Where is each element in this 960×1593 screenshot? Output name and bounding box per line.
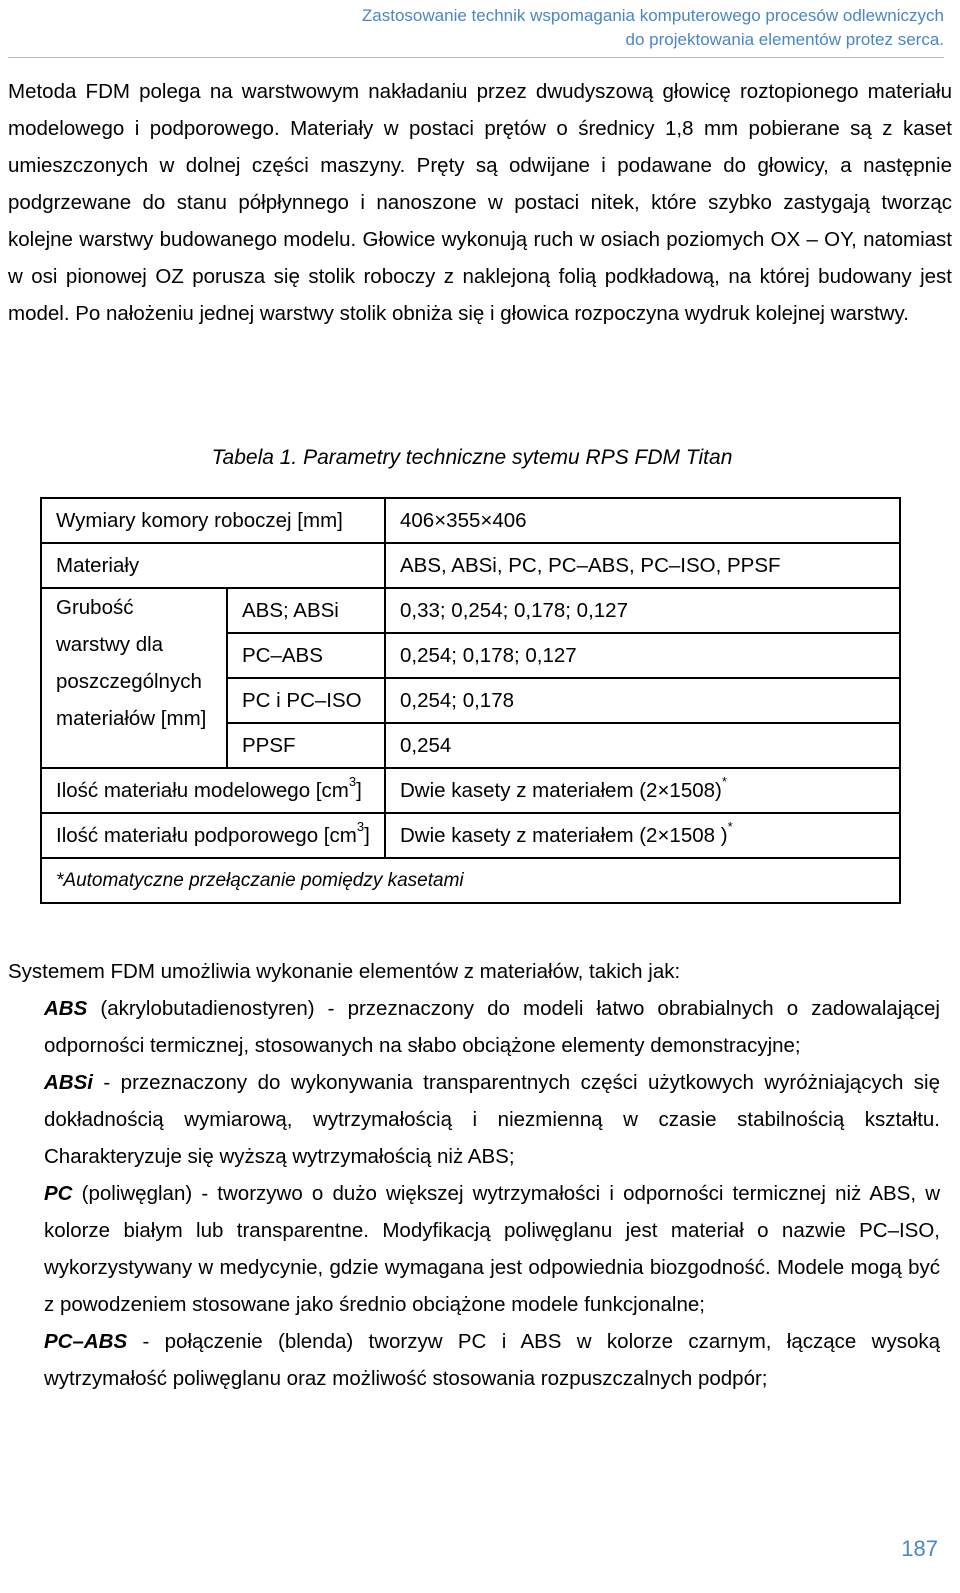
table-cell: PC–ABS — [227, 633, 385, 678]
table-cell: 0,33; 0,254; 0,178; 0,127 — [385, 588, 900, 633]
value-text: Dwie kasety z materiałem (2×1508 ) — [400, 823, 728, 847]
label-text: ] — [364, 823, 370, 847]
running-header-line2: do projektowania elementów protez serca. — [625, 30, 944, 49]
material-name: PC–ABS — [44, 1330, 128, 1353]
header-divider — [8, 57, 944, 58]
table-cell: PC i PC–ISO — [227, 678, 385, 723]
label-text: Ilość materiału modelowego [cm — [56, 778, 349, 802]
table-cell: Wymiary komory roboczej [mm] — [41, 498, 385, 543]
page-number: 187 — [901, 1536, 938, 1561]
running-header — [230, 4, 944, 52]
label-text: Ilość materiału podporowego [cm — [56, 823, 357, 847]
table-row — [41, 768, 900, 813]
table-cell-thickness-label: Grubość warstwy dla poszczególnych materiałów [mm] — [41, 588, 227, 768]
asterisk: * — [721, 773, 727, 789]
table-row — [41, 543, 900, 588]
materials-section — [8, 953, 940, 1397]
intro-paragraph: Metoda FDM polega na warstwowym nakładaniu przez dwudyszową głowicę roztopionego materiału modelowego i podporowego. Materiały w postaci prętów o średnicy 1,8 mm pobierane są z kaset umieszczonych w dolnej części maszyny. Pręty są odwijane i podawane do głowicy, a następnie podgrzewane do stanu półpłynnego i nanoszone w postaci nitek, które szybko zastygają tworząc kolejne warstwy budowanego modelu. Głowice wykonują ruch w osiach poziomych OX – OY, natomiast w osi pionowej OZ porusza się stolik roboczy z naklejoną folią podkładową, na której budowany jest model. Po nałożeniu jednej warstwy stolik obniża się i głowica rozpoczyna wydruk kolejnej warstwy. — [8, 80, 952, 325]
list-item — [44, 1064, 940, 1175]
list-item — [44, 1175, 940, 1323]
asterisk: * — [727, 818, 733, 834]
material-description: (akrylobutadienostyren) - przeznaczony do modeli łatwo obrabialnych o zadowalającej odporności termicznej, stosowanych na słabo obciążone elementy demonstracyjne; — [44, 997, 940, 1057]
value-text: Dwie kasety z materiałem (2×1508) — [400, 778, 722, 802]
material-name: ABSi — [44, 1071, 93, 1094]
list-item — [44, 990, 940, 1064]
table-cell — [41, 813, 385, 858]
list-item — [44, 1323, 940, 1397]
material-name: PC — [44, 1182, 73, 1205]
table-cell — [41, 768, 385, 813]
parameters-table — [40, 497, 901, 904]
material-description: - połączenie (blenda) tworzyw PC i ABS w kolorze czarnym, łączące wysoką wytrzymałość poliwęglanu oraz możliwość stosowania rozpuszczalnych podpór; — [44, 1330, 940, 1390]
table-footnote: *Automatyczne przełączanie pomiędzy kasetami — [41, 858, 900, 903]
table-row — [41, 588, 900, 633]
material-description: - przeznaczony do wykonywania transparentnych części użytkowych wyróżniających się dokładnością wymiarową, wytrzymałością i niezmienną w czasie stabilnością kształtu. Charakteryzuje się wyższą wytrzymałością niż ABS; — [44, 1071, 940, 1168]
table-cell — [385, 813, 900, 858]
material-name: ABS — [44, 997, 88, 1020]
table-cell: Materiały — [41, 543, 385, 588]
table-cell: 0,254; 0,178; 0,127 — [385, 633, 900, 678]
table-caption: Tabela 1. Parametry techniczne sytemu RPS FDM Titan — [211, 446, 733, 469]
table-cell — [385, 768, 900, 813]
running-header-line1: Zastosowanie technik wspomagania komputerowego procesów odlewniczych — [361, 6, 944, 25]
label-text: ] — [356, 778, 362, 802]
table-cell: ABS, ABSi, PC, PC–ABS, PC–ISO, PPSF — [385, 543, 900, 588]
table-cell: PPSF — [227, 723, 385, 768]
material-description: (poliwęglan) - tworzywo o dużo większej wytrzymałości i odporności termicznej niż ABS, w kolorze białym lub transparentne. Modyfikacją poliwęglanu jest materiał o nazwie PC–ISO, wykorzystywany w medycynie, gdzie wymagana jest odpowiednia biozgodność. Modele mogą być z powodzeniem stosowane jako średnio obciążone modele funkcjonalne; — [44, 1182, 940, 1316]
table-cell: 0,254; 0,178 — [385, 678, 900, 723]
table-cell: 406×355×406 — [385, 498, 900, 543]
superscript: 3 — [348, 773, 357, 789]
superscript: 3 — [356, 818, 365, 834]
table-row — [41, 858, 900, 903]
materials-intro: Systemem FDM umożliwia wykonanie elementów z materiałów, takich jak: — [8, 960, 681, 983]
table-row — [41, 813, 900, 858]
table-cell: ABS; ABSi — [227, 588, 385, 633]
table-row — [41, 498, 900, 543]
table-cell: 0,254 — [385, 723, 900, 768]
